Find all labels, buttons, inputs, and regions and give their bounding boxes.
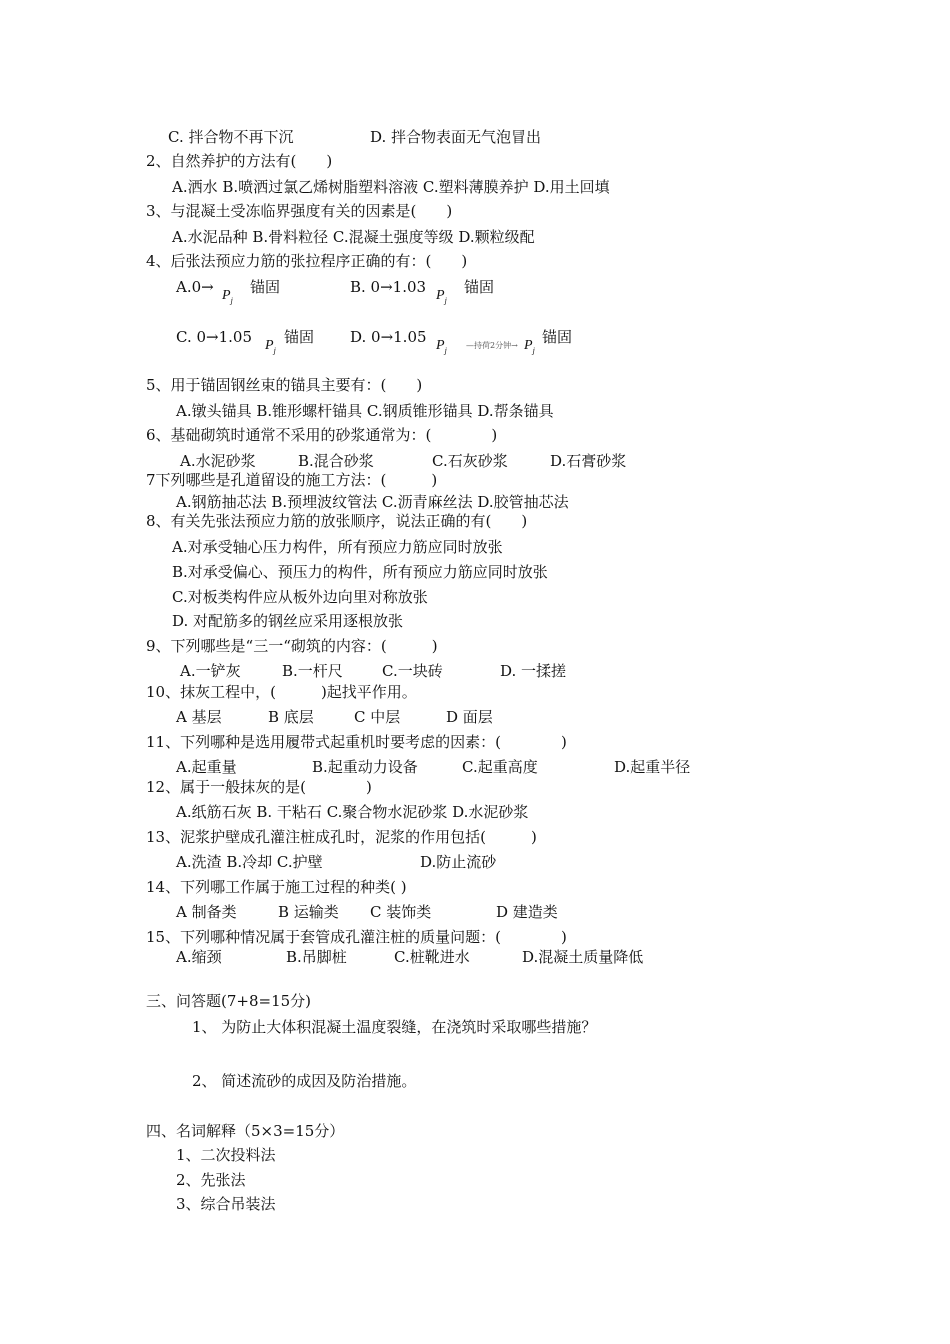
q4-option-d: D. 0→1.05 [350,328,427,346]
question-5-options: A.镦头锚具 B.锥形螺杆锚具 C.钢质锥形锚具 D.帮条锚具 [176,402,554,420]
question-5: 5、用于锚固钢丝束的锚具主要有：( ) [146,376,423,394]
q11-option-a: A.起重量 [176,758,237,776]
q9-option-d: D. 一揉搓 [500,662,567,680]
q15-option-a: A.缩颈 [176,948,222,966]
q10-option-d: D 面层 [446,708,493,726]
section-3-question-1: 1、 为防止大体积混凝土温度裂缝，在浇筑时采取哪些措施？ [192,1018,597,1036]
q8-option-a: A.对承受轴心压力构件，所有预应力筋应同时放张 [172,538,503,556]
question-14: 14、下列哪工作属于施工过程的种类( ) [146,878,407,896]
pj-symbol: $P_j$ [524,338,535,355]
question-11: 11、下列哪种是选用履带式起重机时要考虑的因素：( ) [146,733,567,751]
q14-option-d: D 建造类 [496,903,558,921]
q6-option-d: D.石膏砂浆 [550,452,627,470]
question-9: 9、下列哪些是“三一“砌筑的内容：( ) [146,637,438,655]
q4-option-a: A.0→ [176,278,214,296]
q15-option-b: B.吊脚桩 [286,948,347,966]
question-7-options: A.钢筋抽芯法 B.预埋波纹管法 C.沥青麻丝法 D.胶管抽芯法 [176,493,569,511]
q14-option-c: C 装饰类 [370,903,432,921]
question-12-options: A.纸筋石灰 B. 干粘石 C.聚合物水泥砂浆 D.水泥砂浆 [176,803,529,821]
pj-symbol: $P_j$ [436,288,447,305]
q6-option-a: A.水泥砂浆 [180,452,256,470]
q11-option-d: D.起重半径 [614,758,691,776]
question-3-options: A.水泥品种 B.骨料粒径 C.混凝土强度等级 D.颗粒级配 [172,228,535,246]
question-7: 7下列哪些是孔道留设的施工方法：( ) [146,471,438,489]
q6-option-c: C.石灰砂浆 [432,452,508,470]
q4-option-c-anchor: 锚固 [284,328,315,346]
q11-option-c: C.起重高度 [462,758,538,776]
q9-option-b: B.一杆尺 [282,662,343,680]
q9-option-a: A.一铲灰 [180,662,241,680]
q10-option-b: B 底层 [268,708,314,726]
q15-option-d: D.混凝土质量降低 [522,948,644,966]
section-4-term-2: 2、先张法 [176,1171,246,1189]
q15-option-c: C.桩靴进水 [394,948,470,966]
q4-option-c: C. 0→1.05 [176,328,252,346]
question-3: 3、与混凝土受冻临界强度有关的因素是( ) [146,202,453,220]
q4-option-d-anchor: 锚固 [542,328,573,346]
question-2: 2、自然养护的方法有( ) [146,152,333,170]
question-12: 12、属于一般抹灰的是( ) [146,778,372,796]
pj-symbol: $P_j$ [265,338,276,355]
q14-option-b: B 运输类 [278,903,339,921]
q8-option-d: D. 对配筋多的钢丝应采用逐根放张 [172,612,404,630]
q13-option-d: D.防止流砂 [420,853,497,871]
section-4-heading: 四、名词解释（5×3=15分） [146,1122,345,1140]
question-8: 8、有关先张法预应力筋的放张顺序，说法正确的有( ) [146,512,528,530]
section-4-term-1: 1、二次投料法 [176,1146,276,1164]
q4-option-b: B. 0→1.03 [350,278,427,296]
q6-option-b: B.混合砂浆 [298,452,374,470]
q13-options-abc: A.洗渣 B.冷却 C.护壁 [176,853,323,871]
section-4-term-3: 3、综合吊装法 [176,1195,276,1213]
q8-option-c: C.对板类构件应从板外边向里对称放张 [172,588,428,606]
q10-option-a: A 基层 [176,708,222,726]
hold-load-note: —持荷2分钟→ [466,341,518,350]
question-6: 6、基础砌筑时通常不采用的砂浆通常为：( ) [146,426,498,444]
pj-symbol: $P_j$ [222,288,233,305]
q1-option-c: C. 拌合物不再下沉 [168,128,294,146]
question-4: 4、后张法预应力筋的张拉程序正确的有：( ) [146,252,468,270]
q14-option-a: A 制备类 [176,903,237,921]
q8-option-b: B.对承受偏心、预压力的构件，所有预应力筋应同时放张 [172,563,548,581]
q9-option-c: C.一块砖 [382,662,443,680]
section-3-heading: 三、问答题(7+8=15分) [146,992,312,1010]
q1-option-d: D. 拌合物表面无气泡冒出 [370,128,542,146]
q4-option-a-anchor: 锚固 [250,278,281,296]
question-10: 10、抹灰工程中，( )起找平作用。 [146,683,417,701]
q10-option-c: C 中层 [354,708,401,726]
question-15: 15、下列哪种情况属于套管成孔灌注桩的质量问题：( ) [146,928,567,946]
question-13: 13、泥浆护壁成孔灌注桩成孔时，泥浆的作用包括( ) [146,828,537,846]
pj-symbol: $P_j$ [436,338,447,355]
q11-option-b: B.起重动力设备 [312,758,418,776]
section-3-question-2: 2、 简述流砂的成因及防治措施。 [192,1072,417,1090]
q4-option-b-anchor: 锚固 [464,278,495,296]
question-2-options: A.洒水 B.喷洒过氯乙烯树脂塑料溶液 C.塑料薄膜养护 D.用土回填 [172,178,610,196]
